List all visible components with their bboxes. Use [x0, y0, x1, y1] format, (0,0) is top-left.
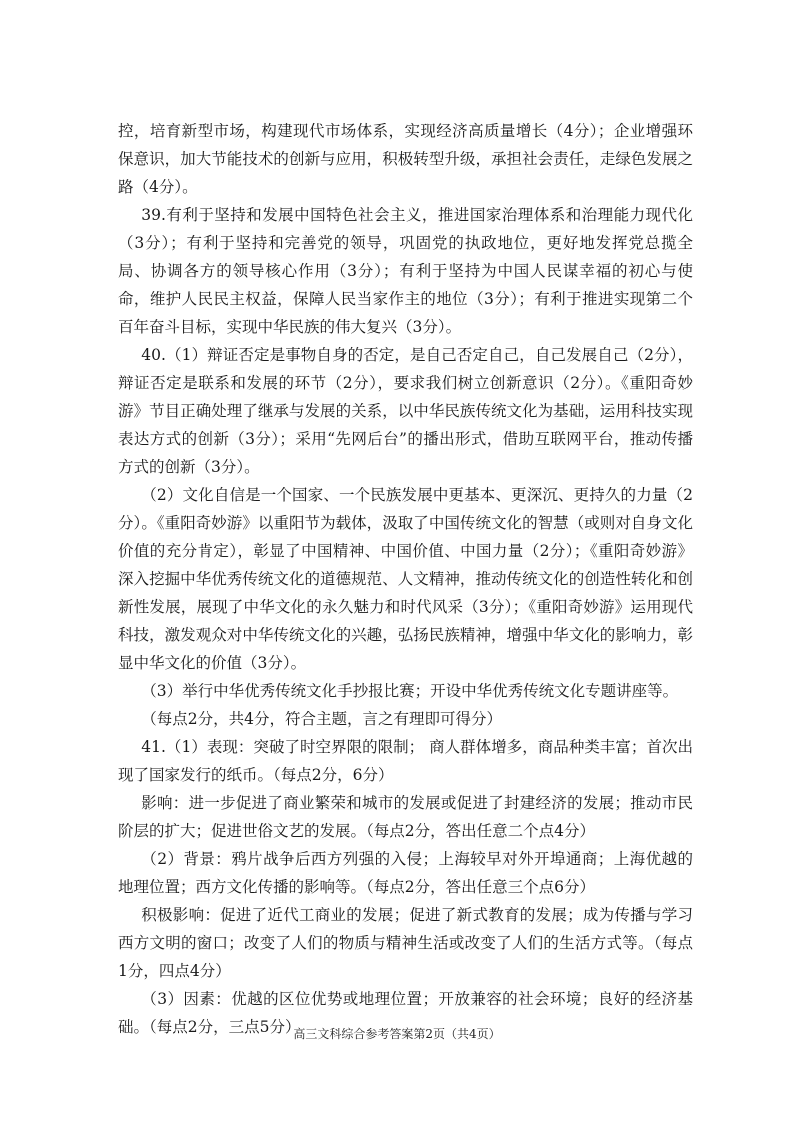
answer-paragraph: 41.（1）表现：突破了时空界限的限制； 商人群体增多，商品种类丰富；首次出现了国家发行的纸币。（每点2分，6分）	[118, 738, 693, 784]
answer-paragraph: 积极影响：促进了近代工商业的发展；促进了新式教育的发展；成为传播与学习西方文明的窗口；改变了人们的物质与精神生活或改变了人们的生活方式等。（每点1分，四点4分）	[118, 906, 693, 980]
answer-paragraph: （3）举行中华优秀传统文化手抄报比赛；开设中华优秀传统文化专题讲座等。	[141, 682, 679, 700]
answer-paragraph: 控，培育新型市场，构建现代市场体系，实现经济高质量增长（4分）；企业增强环保意识，加大节能技术的创新与应用，积极转型升级，承担社会责任，走绿色发展之路（4分）。	[118, 122, 693, 196]
answer-paragraph: 40.（1）辩证否定是事物自身的否定，是自己否定自己，自己发展自己（2分），辩证否定是联系和发展的环节（2分），要求我们树立创新意识（2分）。《重阳奇妙游》节目正确处理了继承与发展的关系，以中华民族传统文化为基础，运用科技实现表达方式的创新（3分）；采用“先网后台”的播出形式，借助互联网平台，推动传播方式的创新（3分）。	[118, 346, 693, 476]
answer-paragraph: 39.有利于坚持和发展中国特色社会主义，推进国家治理体系和治理能力现代化（3分）；有利于坚持和完善党的领导，巩固党的执政地位，更好地发挥党总揽全局、协调各方的领导核心作用（3分）；有利于坚持为中国人民谋幸福的初心与使命，维护人民民主权益，保障人民当家作主的地位（3分）；有利于推进实现第二个百年奋斗目标，实现中华民族的伟大复兴（3分）。	[118, 206, 693, 336]
answer-paragraph: （2）文化自信是一个国家、一个民族发展中更基本、更深沉、更持久的力量（2分）。《重阳奇妙游》以重阳节为载体，汲取了中国传统文化的智慧（或则对自身文化价值的充分肯定），彰显了中国精神、中国价值、中国力量（2分）；《重阳奇妙游》深入挖掘中华优秀传统文化的道德规范、人文精神，推动传统文化的创造性转化和创新性发展，展现了中华文化的永久魅力和时代风采（3分）；《重阳奇妙游》运用现代科技，激发观众对中华传统文化的兴趣，弘扬民族精神，增强中华文化的影响力，彰显中华文化的价值（3分）。	[118, 486, 693, 672]
answer-paragraph: （2）背景：鸦片战争后西方列强的入侵；上海较早对外开埠通商；上海优越的地理位置；西方文化传播的影响等。（每点2分，答出任意三个点6分）	[118, 850, 693, 896]
answer-paragraph: （3）因素：优越的区位优势或地理位置；开放兼容的社会环境；良好的经济基础。（每点2分，三点5分）	[118, 990, 693, 1036]
answer-content	[118, 117, 693, 1041]
answer-paragraph: （每点2分，共4分，符合主题，言之有理即可得分）	[141, 710, 502, 728]
answer-paragraph: 影响：进一步促进了商业繁荣和城市的发展或促进了封建经济的发展；推动市民阶层的扩大；促进世俗文艺的发展。（每点2分，答出任意二个点4分）	[118, 794, 693, 840]
page-footer: 高三文科综合参考答案第2页（共4页）	[293, 1027, 501, 1041]
